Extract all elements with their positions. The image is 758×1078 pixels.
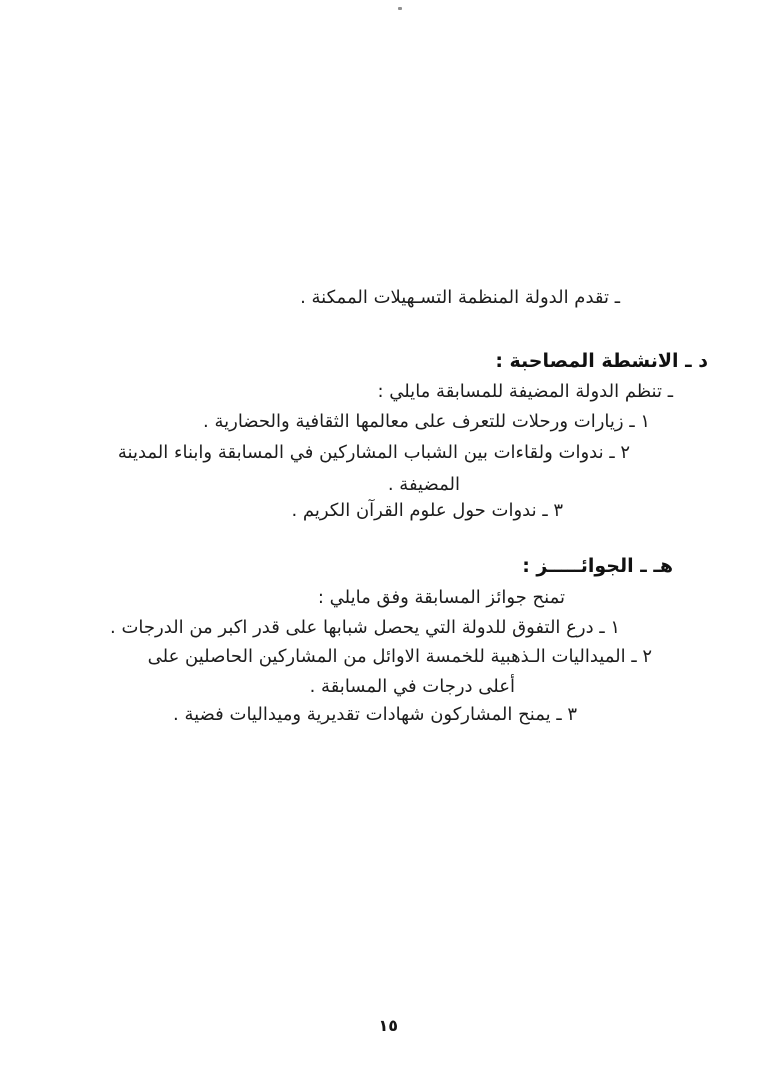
section-d-list-item-3: ٣ ـ ندوات حول علوم القرآن الكريم .	[291, 500, 563, 521]
section-d-list-item-2-line-2: المضيفة .	[387, 474, 460, 495]
section-h-list-item-1: ١ ـ درع التفوق للدولة التي يحصل شبابها على قدر اكبر من الدرجات .	[110, 617, 620, 638]
section-h-list-item-2-line-1: ٢ ـ الميداليات الـذهبية للخمسة الاوائل من المشاركين الحاصلين على	[147, 646, 652, 667]
paragraph-organizing-state-facilities: ـ تقدم الدولة المنظمة التسـهيلات الممكنة .	[300, 287, 620, 308]
section-h-list-item-2-line-2: أعلى درجات في المسابقة .	[309, 676, 515, 697]
section-d-intro-line: ـ تنظم الدولة المضيفة للمسابقة مايلي :	[377, 381, 673, 402]
section-d-list-item-1: ١ ـ زيارات ورحلات للتعرف على معالمها الثقافية والحضارية .	[203, 411, 650, 432]
page-number: ١٥	[378, 1016, 398, 1035]
section-header-accompanying-activities: د ـ الانشطة المصاحبة :	[495, 350, 708, 372]
section-header-prizes: هـ ـ الجوائـــــز :	[522, 555, 673, 577]
scan-artifact-speck	[398, 7, 402, 10]
section-h-list-item-3: ٣ ـ يمنح المشاركون شهادات تقديرية وميداليات فضية .	[173, 704, 577, 725]
section-h-intro-line: تمنح جوائز المسابقة وفق مايلي :	[317, 587, 565, 608]
section-d-list-item-2-line-1: ٢ ـ ندوات ولقاءات بين الشباب المشاركين في المسابقة وابناء المدينة	[117, 442, 630, 463]
